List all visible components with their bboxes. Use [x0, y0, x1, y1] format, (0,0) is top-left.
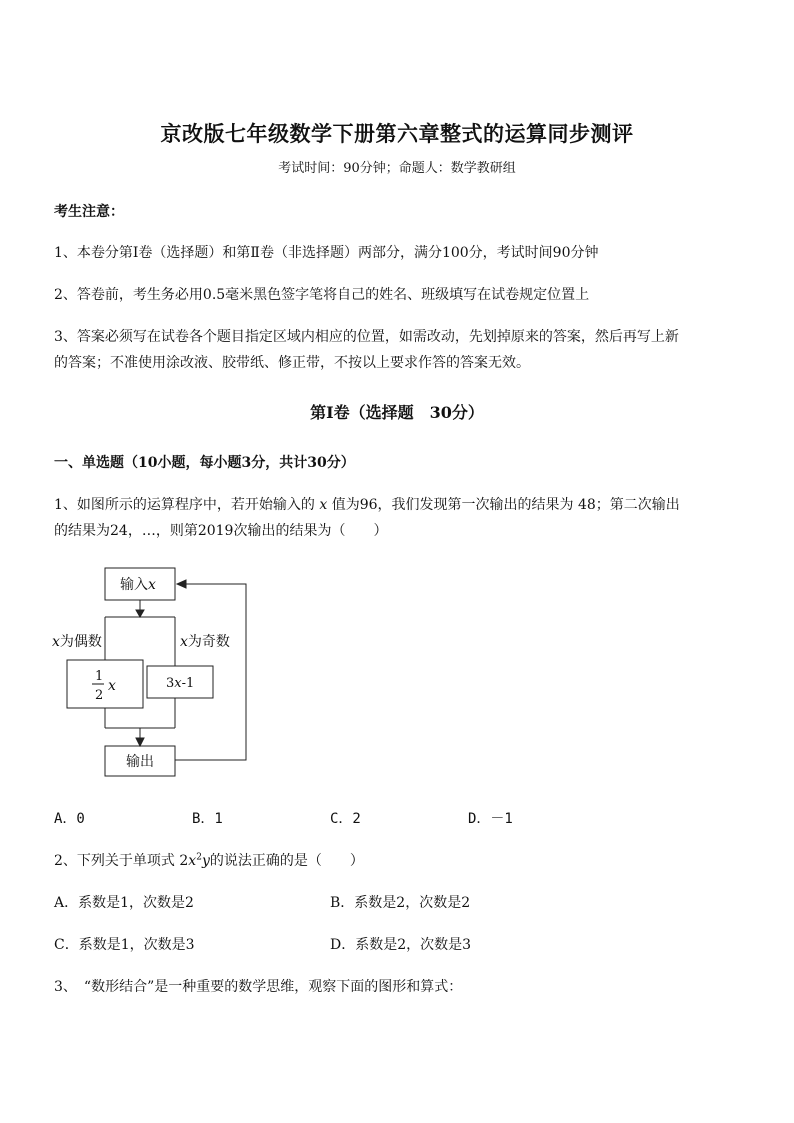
- flow-output-label: 输出: [126, 754, 154, 770]
- q1-option-b[interactable]: B．1: [192, 811, 223, 827]
- exam-info: 考试时间：90分钟；命题人：数学教研组: [278, 161, 516, 176]
- part-title: 一、单选题（10小题，每小题3分，共计30分）: [54, 455, 355, 471]
- notice-heading: 考生注意：: [54, 204, 124, 220]
- q2-option-c[interactable]: C．系数是1，次数是3: [54, 937, 195, 953]
- q1-stem-line1: 1、如图所示的运算程序中，若开始输入的 x 值为96，我们发现第一次输出的结果为 48；第二次输出: [54, 497, 680, 513]
- flow-even-box: [67, 660, 143, 708]
- notice-item-3: 3、答案必须写在试卷各个题目指定区域内相应的位置，如需改动，先划掉原来的答案，然后再写上新: [54, 329, 679, 345]
- flow-odd-expr: 3x-1: [166, 676, 195, 691]
- flow-half-denominator: 2: [95, 688, 104, 703]
- flow-odd-label: x为奇数: [180, 634, 230, 650]
- q2-option-d[interactable]: D．系数是2，次数是3: [330, 937, 472, 953]
- q3-stem: 3、 “数形结合”是一种重要的数学思维，观察下面的图形和算式：: [54, 979, 463, 995]
- q1-option-a[interactable]: A．0: [54, 811, 85, 827]
- flow-arrowhead-loop: [177, 580, 186, 588]
- section-title: 第Ⅰ卷（选择题 30分）: [310, 403, 484, 422]
- flow-input-label: 输入x: [120, 577, 156, 593]
- flow-arrowhead: [136, 610, 144, 617]
- notice-item-3-cont: 的答案；不准使用涂改液、胶带纸、修正带，不按以上要求作答的答案无效。: [54, 355, 530, 371]
- flow-even-label: x为偶数: [52, 634, 102, 650]
- q1-stem-line2: 的结果为24，…，则第2019次输出的结果为（ ）: [54, 523, 388, 539]
- page-title: 京改版七年级数学下册第六章整式的运算同步测评: [160, 121, 634, 146]
- q1-option-c[interactable]: C．2: [330, 811, 361, 827]
- q2-option-b[interactable]: B．系数是2，次数是2: [330, 895, 471, 911]
- flow-half-numerator: 1: [95, 669, 104, 684]
- flow-half-var: x: [108, 678, 116, 694]
- flowchart-diagram: [50, 560, 260, 785]
- q2-option-a[interactable]: A．系数是1，次数是2: [54, 895, 194, 911]
- notice-item-2: 2、答卷前，考生务必用0.5毫米黑色签字笔将自己的姓名、班级填写在试卷规定位置上: [54, 287, 590, 303]
- q2-stem: 2、下列关于单项式 $2x^2y$的说法正确的是（ ）: [54, 852, 364, 869]
- q1-option-d[interactable]: D．－1: [468, 811, 513, 827]
- notice-item-1: 1、本卷分第Ⅰ卷（选择题）和第Ⅱ卷（非选择题）两部分，满分100分，考试时间90分钟: [54, 245, 599, 261]
- flow-arrowhead-out: [136, 738, 144, 746]
- flow-feedback-loop: [175, 584, 246, 760]
